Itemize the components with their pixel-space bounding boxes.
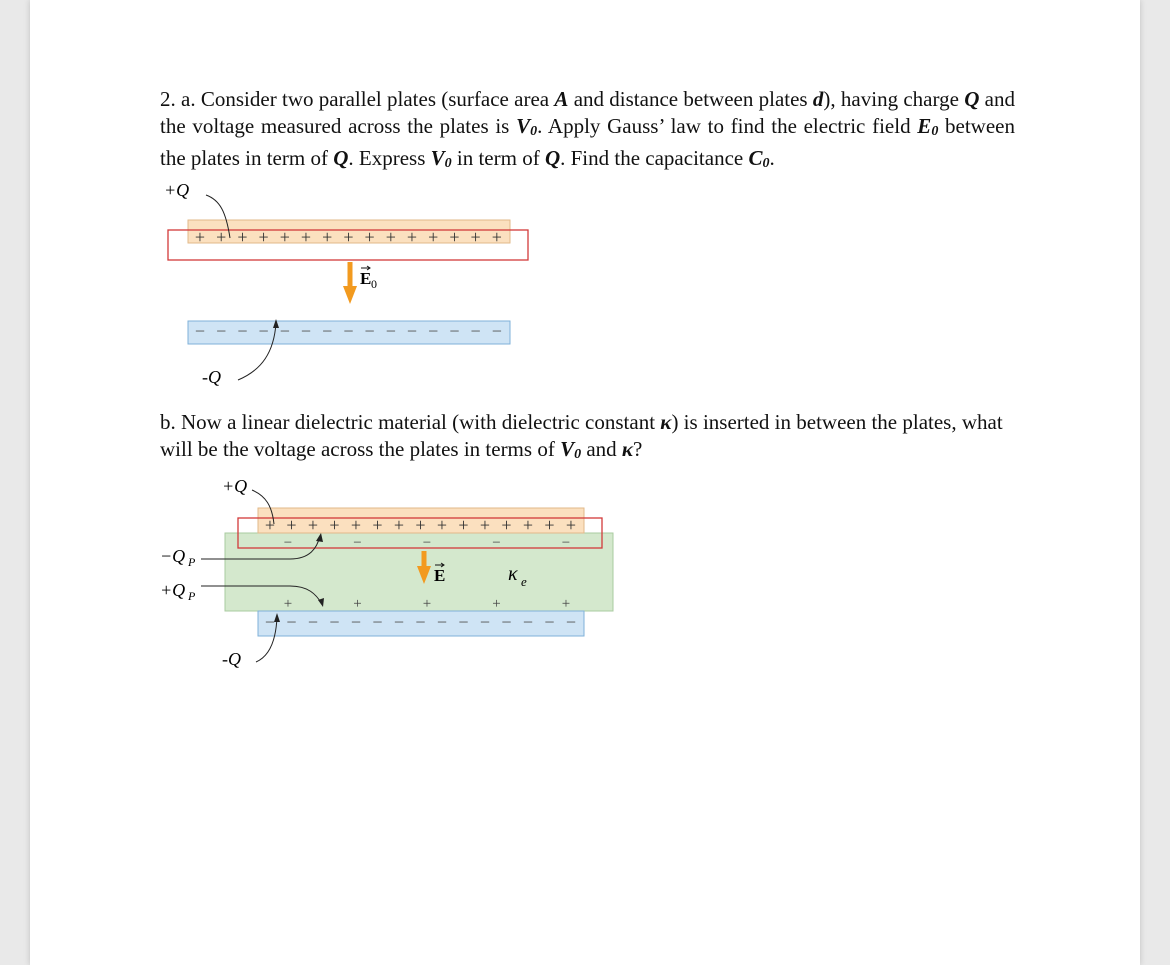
field-label-subscript: 0	[371, 277, 377, 291]
positive-charges	[265, 515, 576, 535]
minus-charge: −	[458, 612, 469, 632]
plus-charge: +	[406, 227, 418, 247]
bound-minus-charge: −	[283, 535, 293, 551]
plus-charge: +	[364, 227, 375, 247]
text-segment: and distance between plates	[568, 87, 813, 111]
minus-charge: −	[544, 612, 555, 632]
text-segment: and the voltage measured across the plates is	[160, 87, 1015, 138]
minus-charge: −	[322, 321, 333, 341]
minus-charge: −	[491, 321, 502, 341]
plus-charge: +	[470, 227, 481, 247]
minus-charge: −	[393, 612, 405, 632]
plus-charge: +	[436, 515, 448, 535]
subscript-zero: 0	[762, 156, 770, 171]
bound-minus-charge: −	[561, 535, 571, 551]
label-plus-q: +Q	[222, 476, 248, 496]
symbol-kappa: κ	[621, 437, 634, 461]
plus-charge: +	[329, 515, 340, 535]
symbol-voltage: V	[430, 146, 445, 170]
plus-charge: +	[544, 515, 555, 535]
negative-charges	[265, 612, 576, 632]
bound-plus-charge: +	[422, 596, 432, 612]
field-label: E	[360, 269, 372, 288]
symbol-charge: Q	[544, 146, 561, 170]
minus-charge: −	[364, 321, 375, 341]
text-segment: in term of	[451, 146, 545, 170]
subscript-zero: 0	[931, 124, 939, 139]
plus-charge: +	[479, 515, 491, 535]
minus-charge: −	[264, 612, 276, 632]
plus-charge: +	[258, 227, 269, 247]
plus-charge: +	[393, 515, 405, 535]
plus-charge: +	[237, 227, 248, 247]
minus-charge: −	[343, 321, 354, 341]
bound-plus-charge: +	[353, 596, 362, 612]
bound-plus-charge: +	[561, 596, 571, 612]
label-p-subscript: P	[188, 589, 196, 603]
minus-charge: −	[194, 321, 206, 341]
symbol-charge: Q	[333, 146, 349, 170]
plus-charge: +	[343, 227, 354, 247]
label-minus-q: -Q	[222, 649, 241, 669]
plus-charge: +	[286, 515, 297, 535]
plus-charge: +	[501, 515, 512, 535]
minus-charge: −	[428, 321, 439, 341]
plus-charge: +	[279, 227, 290, 247]
minus-charge: −	[237, 321, 248, 341]
text-segment: 2. a. Consider two parallel plates (surface area	[160, 87, 555, 111]
text-segment: ), having charge	[823, 87, 965, 111]
plus-charge: +	[194, 227, 206, 247]
bound-minus-charge: −	[422, 535, 432, 551]
plus-charge: +	[428, 227, 439, 247]
subscript-zero: 0	[444, 156, 452, 171]
minus-charge: −	[449, 321, 460, 341]
minus-charge: −	[258, 321, 269, 341]
label-plus-q: +Q	[164, 180, 190, 200]
symbol-voltage: V	[516, 114, 531, 138]
bound-plus-charge: +	[283, 596, 293, 612]
plus-charge: +	[322, 227, 333, 247]
minus-charge: −	[415, 612, 426, 632]
minus-charge: −	[406, 321, 418, 341]
minus-charge: −	[385, 321, 396, 341]
bound-minus-charge: −	[353, 535, 362, 551]
symbol-distance: d	[812, 87, 824, 111]
minus-charge: −	[501, 612, 512, 632]
symbol-voltage: V	[560, 437, 575, 461]
minus-charge: −	[522, 612, 534, 632]
minus-charge: −	[479, 612, 491, 632]
text-segment: .	[769, 146, 775, 170]
label-plus-qp: +Q	[160, 580, 186, 600]
plus-charge: +	[216, 227, 227, 247]
text-segment: . Find the capacitance	[560, 146, 749, 170]
minus-charge: −	[286, 612, 297, 632]
plus-charge: +	[449, 227, 460, 247]
minus-charge: −	[307, 612, 319, 632]
plus-charge: +	[522, 515, 534, 535]
figure-dielectric-plates	[30, 0, 1140, 700]
plus-charge: +	[264, 515, 276, 535]
plus-charge: +	[491, 227, 502, 247]
minus-charge: −	[329, 612, 340, 632]
symbol-kappa: κ	[660, 410, 672, 434]
minus-charge: −	[350, 612, 362, 632]
bound-plus-charge: +	[492, 596, 501, 612]
subscript-zero: 0	[530, 124, 538, 139]
plus-charge: +	[458, 515, 469, 535]
plus-charge: +	[350, 515, 362, 535]
label-p-subscript: P	[188, 555, 196, 569]
kappa-label: κ	[508, 563, 518, 585]
text-segment: ) is inserted in between the plates, what will be the voltage across the plates in terms of	[160, 410, 1003, 461]
document-page	[30, 0, 1140, 965]
minus-charge: −	[470, 321, 481, 341]
minus-charge: −	[216, 321, 227, 341]
text-segment: between the plates in term of	[160, 114, 1015, 170]
plus-charge: +	[300, 227, 312, 247]
plus-charge: +	[307, 515, 319, 535]
text-segment: b. Now a linear dielectric material (with dielectric constant	[160, 410, 661, 434]
plus-charge: +	[565, 515, 577, 535]
symbol-field: E	[917, 114, 932, 138]
symbol-capacitance: C	[748, 146, 763, 170]
field-label: E	[434, 566, 446, 585]
plus-charge: +	[415, 515, 426, 535]
text-segment: . Apply Gauss’ law to find the electric field	[537, 114, 918, 138]
minus-charge: −	[436, 612, 448, 632]
label-minus-q: -Q	[202, 367, 221, 387]
minus-charge: −	[565, 612, 577, 632]
plus-charge: +	[372, 515, 383, 535]
kappa-subscript: e	[521, 574, 527, 589]
text-segment: and	[581, 437, 622, 461]
minus-charge: −	[300, 321, 312, 341]
symbol-charge: Q	[964, 87, 980, 111]
minus-charge: −	[372, 612, 383, 632]
plus-charge: +	[385, 227, 396, 247]
label-minus-qp: −Q	[160, 546, 186, 566]
minus-charge: −	[279, 321, 290, 341]
bound-minus-charge: −	[492, 535, 501, 551]
symbol-area: A	[554, 87, 569, 111]
text-segment: . Express	[348, 146, 431, 170]
text-segment: ?	[633, 437, 643, 461]
subscript-zero: 0	[574, 447, 582, 462]
